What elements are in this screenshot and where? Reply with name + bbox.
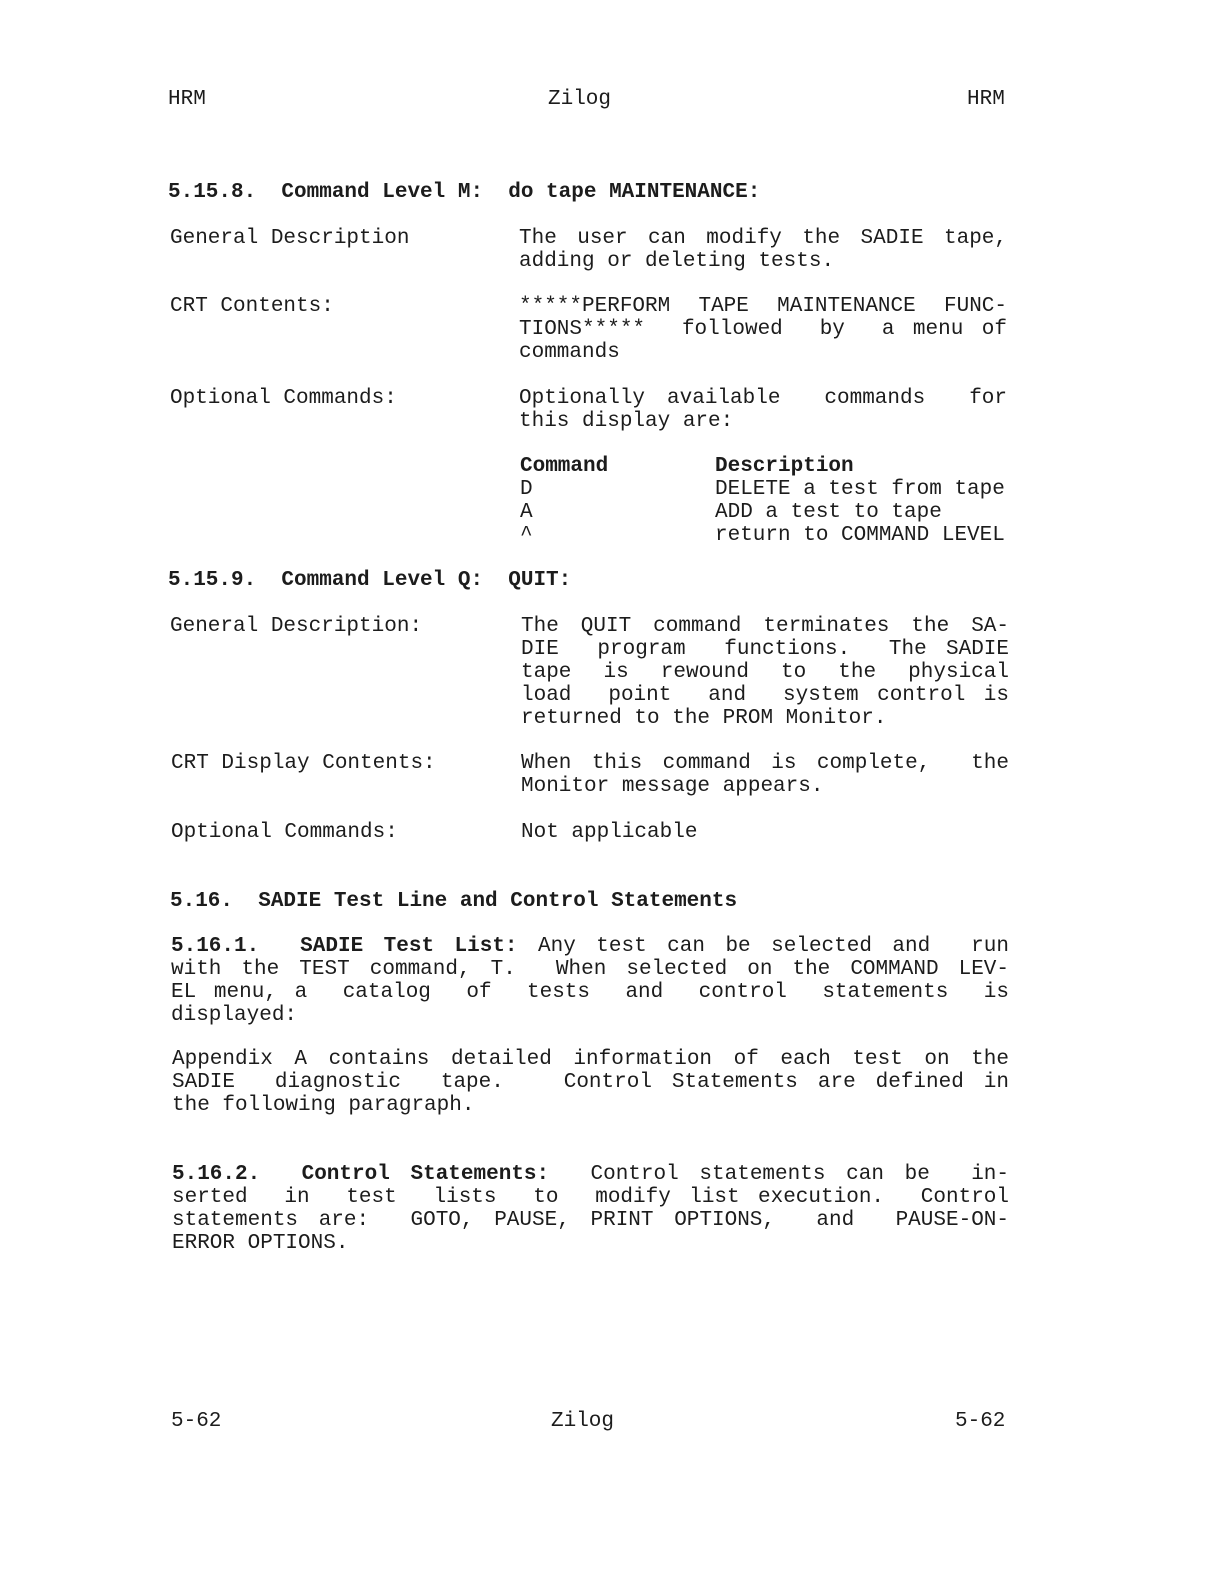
text-line: DIE program functions. The SADIE	[521, 638, 1009, 661]
inline-heading-5-16-2: 5.16.2. Control Statements:	[172, 1163, 550, 1186]
inline-text: Control statements can be in-	[549, 1163, 1010, 1186]
text-line	[171, 935, 1009, 958]
text-line: SADIE diagnostic tape. Control Statements are defined in	[172, 1071, 1009, 1094]
general-description-q	[521, 615, 1009, 730]
text-line: Optionally available commands for	[519, 387, 1007, 410]
text-line: Appendix A contains detailed information of each test on the	[172, 1048, 1009, 1071]
text-line: this display are:	[519, 410, 734, 433]
paragraph-5-16-2	[172, 1163, 1009, 1255]
label-optional-commands-m: Optional Commands:	[170, 387, 397, 410]
text-line: ERROR OPTIONS.	[172, 1232, 349, 1255]
label-general-description-q: General Description:	[170, 615, 423, 638]
inline-heading-5-16-1: 5.16.1. SADIE Test List:	[171, 935, 518, 958]
crt-display-contents-q	[521, 752, 1009, 798]
text-line: The user can modify the SADIE tape,	[519, 227, 1007, 250]
table-cell-description: DELETE a test from tape	[715, 478, 1005, 501]
text-line: serted in test lists to modify list execution. Control	[172, 1186, 1009, 1209]
text-line: with the TEST command, T. When selected on the COMMAND LEV-	[171, 958, 1009, 981]
header-right: HRM	[967, 88, 1005, 111]
text-line: Monitor message appears.	[521, 775, 824, 798]
text-line	[172, 1163, 1009, 1186]
table-cell-command: A	[520, 501, 533, 524]
paragraph-5-16-1	[171, 935, 1009, 1027]
text-line: When this command is complete, the	[521, 752, 1009, 775]
optional-commands-m	[519, 387, 1007, 433]
general-description-m	[519, 227, 1007, 273]
text-line: adding or deleting tests.	[519, 250, 835, 273]
inline-text: Any test can be selected and run	[517, 935, 1009, 958]
footer-center: Zilog	[551, 1410, 615, 1433]
footer-right: 5-62	[955, 1410, 1006, 1433]
text-line: tape is rewound to the physical	[521, 661, 1009, 684]
table-cell-description: return to COMMAND LEVEL	[715, 524, 1005, 547]
label-crt-display-contents-q: CRT Display Contents:	[171, 752, 436, 775]
label-general-description-m: General Description	[170, 227, 410, 250]
text-line: returned to the PROM Monitor.	[521, 707, 887, 730]
text-line: displayed:	[171, 1004, 298, 1027]
section-heading-5-15-8: 5.15.8. Command Level M: do tape MAINTENANCE:	[168, 181, 761, 204]
paragraph-appendix-a	[172, 1048, 1009, 1117]
table-cell-command: D	[520, 478, 533, 501]
text-line: *****PERFORM TAPE MAINTENANCE FUNC-	[519, 295, 1007, 318]
label-optional-commands-q: Optional Commands:	[171, 821, 398, 844]
optional-commands-q: Not applicable	[521, 821, 698, 844]
text-line: statements are: GOTO, PAUSE, PRINT OPTIONS, and PAUSE-ON-	[172, 1209, 1009, 1232]
header-left: HRM	[168, 88, 206, 111]
text-line: TIONS***** followed by a menu of	[519, 318, 1007, 341]
header-center: Zilog	[548, 88, 612, 111]
crt-contents-m	[519, 295, 1007, 364]
section-heading-5-15-9: 5.15.9. Command Level Q: QUIT:	[168, 569, 572, 592]
text-line: The QUIT command terminates the SA-	[521, 615, 1009, 638]
text-line: EL menu, a catalog of tests and control statements is	[171, 981, 1009, 1004]
label-crt-contents-m: CRT Contents:	[170, 295, 334, 318]
text-line: commands	[519, 341, 620, 364]
table-header-command: Command	[520, 455, 609, 478]
text-line: load point and system control is	[521, 684, 1009, 707]
table-header-description: Description	[715, 455, 854, 478]
table-cell-command: ^	[520, 524, 533, 547]
footer-left: 5-62	[171, 1410, 222, 1433]
text-line: the following paragraph.	[172, 1094, 475, 1117]
table-cell-description: ADD a test to tape	[715, 501, 942, 524]
section-heading-5-16: 5.16. SADIE Test Line and Control Statements	[170, 890, 738, 913]
